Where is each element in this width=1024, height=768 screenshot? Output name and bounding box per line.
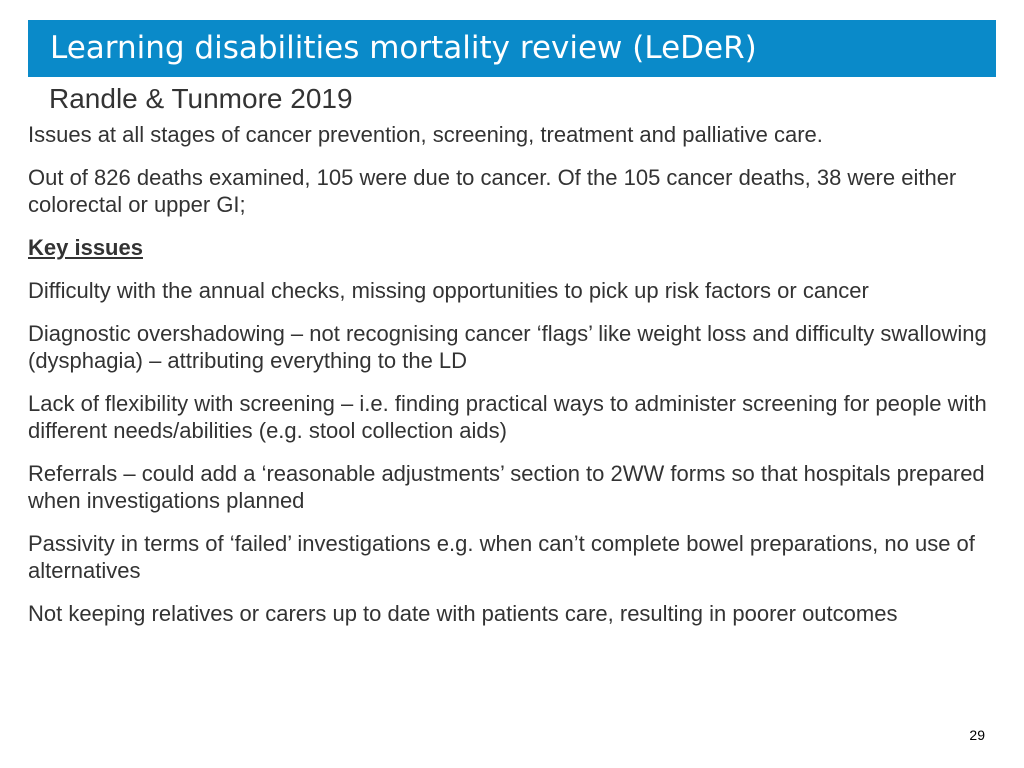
intro-paragraph: Issues at all stages of cancer prevention, screening, treatment and palliative care. bbox=[28, 122, 823, 147]
issue-diagnostic-overshadowing: Diagnostic overshadowing – not recognising cancer ‘flags’ like weight loss and difficulty swallowing (dysphagia) – attributing everything to the LD bbox=[28, 321, 987, 373]
slide-subtitle: Randle & Tunmore 2019 bbox=[49, 83, 353, 114]
issue-relatives-carers: Not keeping relatives or carers up to date with patients care, resulting in poorer outcomes bbox=[28, 601, 898, 626]
issue-referrals: Referrals – could add a ‘reasonable adjustments’ section to 2WW forms so that hospitals prepared when investigations planned bbox=[28, 461, 985, 513]
issue-annual-checks: Difficulty with the annual checks, missing opportunities to pick up risk factors or cancer bbox=[28, 278, 869, 303]
slide-title: Learning disabilities mortality review (LeDeR) bbox=[50, 30, 757, 66]
slide-body bbox=[28, 121, 996, 643]
issue-passivity: Passivity in terms of ‘failed’ investigations e.g. when can’t complete bowel preparations, no use of alternatives bbox=[28, 531, 975, 583]
statistics-paragraph: Out of 826 deaths examined, 105 were due to cancer. Of the 105 cancer deaths, 38 were either colorectal or upper GI; bbox=[28, 165, 957, 217]
page-number: 29 bbox=[969, 727, 985, 743]
title-bar bbox=[28, 20, 996, 77]
key-issues-heading: Key issues bbox=[28, 235, 143, 260]
issue-screening-flexibility: Lack of flexibility with screening – i.e. finding practical ways to administer screening for people with different needs/abilities (e.g. stool collection aids) bbox=[28, 391, 987, 443]
